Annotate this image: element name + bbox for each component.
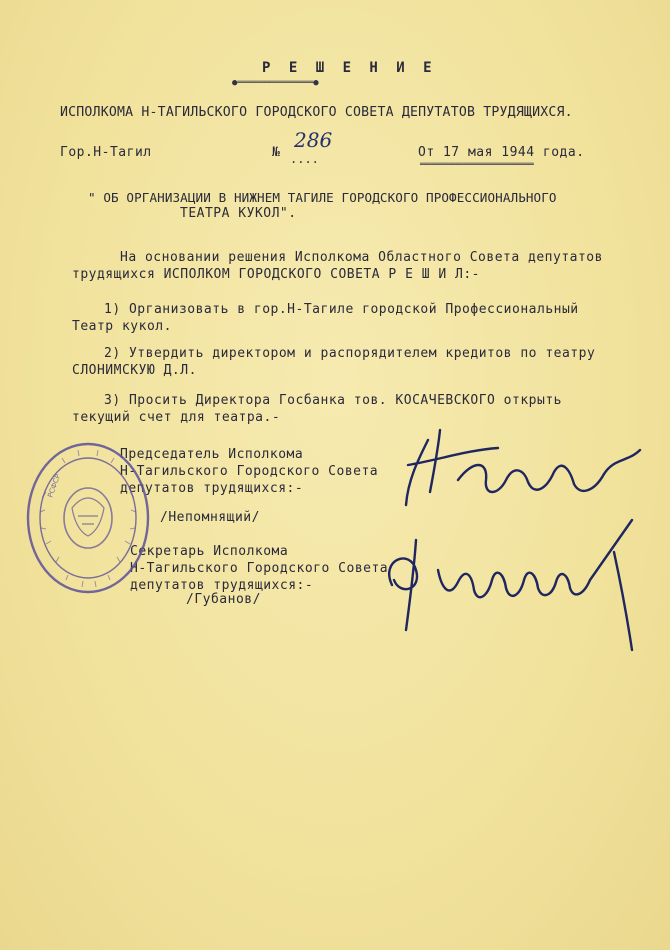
place: Гор.Н-Тагил: [60, 145, 152, 160]
secretary-signature: [370, 500, 660, 660]
item-3-line-1: 3) Просить Директора Госбанка тов. КОСАЧЕВСКОГО открыть: [104, 393, 562, 408]
basis-line-1: На основании решения Исполкома Областного Совета депутатов: [120, 250, 603, 265]
number-prefix: №: [272, 145, 281, 160]
document-title: Р Е Ш Е Н И Е: [262, 60, 437, 76]
secretary-title-2: Н-Тагильского Городского Совета: [130, 561, 389, 576]
seal-short-text: РСФСР: [46, 473, 63, 499]
title-underline: ●══════════════●: [232, 78, 319, 88]
chair-title-2: Н-Тагильского Городского Совета: [120, 464, 379, 479]
official-seal-stamp: [22, 438, 154, 598]
item-3-line-2: текущий счет для театра.-: [72, 410, 281, 425]
item-1-line-2: Театр кукол.: [72, 319, 172, 334]
issuer-heading: ИСПОЛКОМА Н-ТАГИЛЬСКОГО ГОРОДСКОГО СОВЕТА ДЕПУТАТОВ ТРУДЯЩИХСЯ.: [60, 105, 573, 120]
item-1-line-1: 1) Организовать в гор.Н-Тагиле городской Профессиональный: [104, 302, 579, 317]
chair-title-1: Председатель Исполкома: [120, 447, 304, 462]
basis-line-2: трудящихся ИСПОЛКОМ ГОРОДСКОГО СОВЕТА Р Е Ш И Л:-: [72, 267, 481, 282]
item-2-line-1: 2) Утвердить директором и распорядителем кредитов по театру: [104, 346, 596, 361]
secretary-name: /Губанов/: [186, 592, 261, 607]
secretary-title-3: депутатов трудящихся:-: [130, 578, 314, 593]
decision-date: От 17 мая 1944 года.: [418, 145, 585, 160]
secretary-title-1: Секретарь Исполкома: [130, 544, 289, 559]
item-2-line-2: СЛОНИМСКУЮ Д.Л.: [72, 363, 197, 378]
subject-line-2: ТЕАТРА КУКОЛ".: [180, 206, 297, 221]
chair-name: /Непомнящий/: [160, 510, 260, 525]
decision-number: 286: [294, 128, 333, 152]
subject-line-1: " ОБ ОРГАНИЗАЦИИ В НИЖНЕМ ТАГИЛЕ ГОРОДСКОГО ПРОФЕССИОНАЛЬНОГО: [88, 190, 557, 205]
chair-title-3: депутатов трудящихся:-: [120, 481, 304, 496]
date-underline: ═════════════════════: [420, 160, 534, 170]
number-dots: ....: [290, 152, 319, 166]
